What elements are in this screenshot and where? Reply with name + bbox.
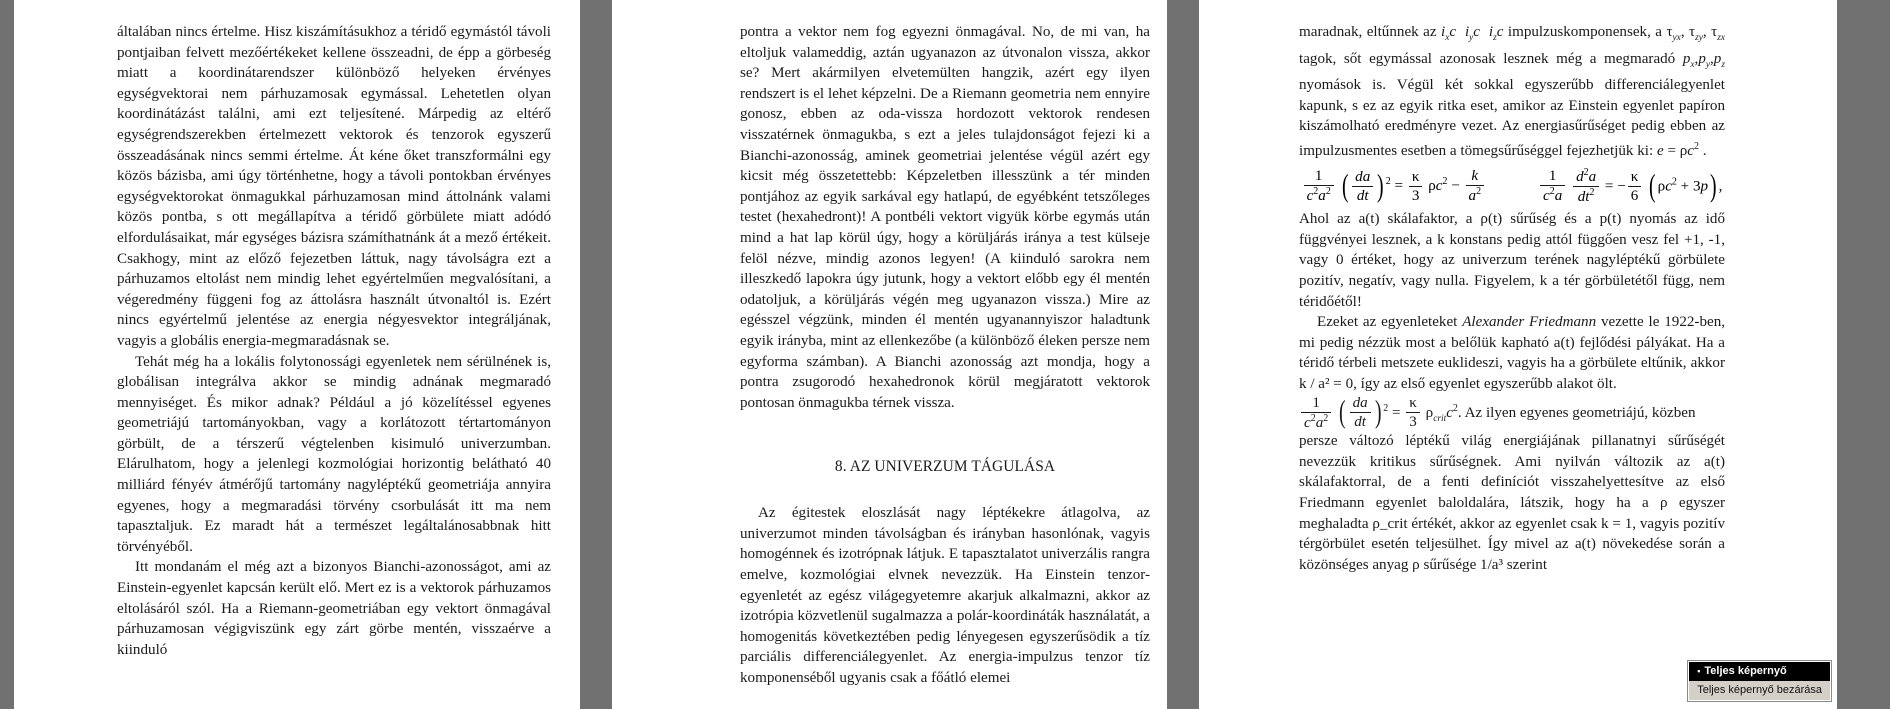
friedmann-equation-second: $\frac{1}{c^2a}$ $\frac{d^2a}{dt^2}$ = − $\frac{\kappa}{6}$ ( $\rho c^2 + 3p$) , [1538,168,1722,206]
inline-math-energy-density: $e = \rho c^2$ . [1656,141,1707,160]
paragraph-critical-density-equation [1299,395,1725,432]
document-page-left[interactable] [14,0,580,709]
menu-item-exit-fullscreen-label: Teljes képernyő bezárása [1697,684,1822,696]
gutter-2 [1167,0,1199,709]
menu-item-exit-fullscreen[interactable] [1689,681,1830,700]
text-segment: impulzuskomponensek, a [1503,24,1667,40]
paragraph: Itt mondanám el még azt a bizonyos Bianchi-azonosságot, ami az Einstein-egyenlet kapcsán került elő. Mert ez is a vektorok párhuzamos eltolásáról szól. Ha a Riemann-geometriában egy vektort önmagával párhuzamosan végigviszünk egy zárt görbe mentén, visszaérve a kiinduló [117,559,551,658]
paragraph-friedmann [1299,312,1725,394]
trailing-text: . Az ilyen egyenes geometriájú, közben [1457,404,1696,421]
paragraph-text: Ezeket az egyenleteket Alexander Friedmann vezette le 1922-ben, mi pedig nézzük most a belőlük kapható a(t) fejlődési pályákat. Ha a téridő térbeli metszete euklideszi, vagyis ha a görbülete eltűnik, akkor k / a² = 0, így az első egyenlet egyszerűbb alakot ölt. [1299,314,1726,393]
menu-item-fullscreen-label: Teljes képernyő [1704,665,1787,677]
paragraph [1299,431,1725,575]
paragraph: Az égitestek eloszlását nagy léptékekre átlagolva, az univerzumot minden távolságban és irányban hasonlónak, vagyis homogénnek és izotrópnak látjuk. E tapasztalatot univerzális rangra emelve, kozmológiai elvnek nevezzük. Ha Einstein tenzor-egyenletét az egész világegyetemre akarjuk alkalmazni, akkor az izotrópia közvetlenül sugalmazza a polár-koordináták használatát, a homogenitás következtében pedig lényegesen egyszerűsödik a tíz parciális differenciálegyenlet. Az energia-impulzus tenzor tíz komponenséből ugyanis csak a főátló elemei [740,505,1150,687]
inline-math-impulse-components: $i_xc$ $i_yc$ $i_zc$ [1440,24,1504,44]
inline-math-tau-terms: $\tau_{yx}$, $\tau_{zy}$, $\tau_{zx}$ [1666,24,1725,44]
friedmann-flat-equation: $\frac{1}{c^2a^2}$ ( $\frac{da}{dt}$ ) $^2$ = $\frac{\kappa}{3}$ $\rho_{crit}c^2$ [1299,395,1458,432]
page-right-text-column [1299,22,1725,575]
gutter-1 [580,0,612,709]
page-middle-text-column [740,22,1150,689]
page-left-text-column [117,22,551,660]
paragraph: általában nincs értelme. Hisz kiszámításukhoz a téridő egymástól távoli pontjaiban felvett mezőértékeket kellene összeadni, de épp a görbeség miatt a koordinátarendszer különböző helyeken érvényes egységvektorai nem párhuzamosak egymással. Lehetetlen olyan koordinátázást találni, ami ezt teljesítené. Márpedig az eltérő egységrendszerekben értelmezett vektorok és tenzorok egyszerű összeadásának nincs semmi értelme. Át kéne őket transzformálni egy közös bázisba, ami úgy történhetne, hogy a távoli pontokban érvényes egységvektorokat önmagukkal párhuzamosan mind áttolnánk valami közös pontba, s ott megállapítva a téridő görbülete miatt adódó elfordulásaikat, már egységes bázisra számíthatnánk át a mező értékeit. Csakhogy, mint az előző fejezetben láttuk, nagy távolságra ezt a párhuzamos eltolást nem mindig lehet egyértelműen megvalósítani, a végeredmény függeni fog az áttolásra használt útvonaltól is. Ezért nincs egyértelmű jelentése az energia négyesvektor integráljának, vagyis a globális energia-megmaradásnak se. [117,24,551,349]
post-heading-spacer [740,477,1150,503]
text-segment: nyomások is. Végül két sokkal egyszerűbb differenciálegyenlet kapunk, s ez az egyik ritka eset, amikor az Einstein egyenlet papíron kiszámolható eredményre vezet. Az energiasűrűséget pedig ebben az impulzusmentes esetben a tömegsűrűséggel fejezhetjük ki: [1299,77,1725,160]
section-heading: 8. AZ UNIVERZUM TÁGULÁSA [834,458,1056,476]
author-name: Alexander Friedmann [1462,314,1597,331]
paragraph [1299,209,1725,312]
document-page-right[interactable] [1199,0,1837,709]
friedmann-equation-first: $\frac{1}{c^2a^2}$ ( $\frac{da}{dt}$ ) $^2$ = $\frac{\kappa}{3}$ $\rho c^2$ − $\frac{k}{a^2}$ [1302,168,1486,205]
paragraph: Tehát még ha a lokális folytonossági egyenletek nem sérülnének is, globálisan integrálva akkor se mindig adnának megmaradó mennyiséget. És mikor adnak? Például a jó közelítéssel egyenes geometriájú tartományokban, vagy a korlátozott tértartományon görbült, de a térszerű végtelenben kisimuló univerzumban. Elárulhatom, hogy a jelenlegi kozmológiai horizontig belátható 40 milliárd fényév átmérőjű tartomány nagyléptékű geometriája annyira egyenes, hogy a megmaradási törvény csorbulását itt ma nem tapasztaljuk. Ez maradt hát a természet legáltalánosabbnak hitt törvényéből. [117,353,551,555]
text-segment: tagok, sőt egymással azonosak lesznek még a megmaradó [1299,50,1683,67]
menu-item-fullscreen[interactable] [1689,662,1830,681]
gutter-right [1837,0,1890,709]
paragraph-with-inline-math [1299,22,1725,162]
gutter-left [0,0,14,709]
inline-math-pressures: $p_x,p_y,p_z$ [1682,50,1725,70]
heading-spacer [740,413,1150,457]
paragraph-text: persze változó léptékű világ energiájának pillanatnyi sűrűségét nevezzük kritikus sűrűségnek. Ami nyilván változik az a(t) skálafaktorral, de a fenti definíciót visszahelyettesítve az első Friedmann egyenlet baloldalára, látszik, hogy ha a ρ egyszer meghaladta ρ_crit értékét, akkor az egyenlet csak k = 1, vagyis pozitív térgörbület esetén teljesülhet. Így mivel az a(t) növekedése során a közönséges anyag ρ sűrűsége 1/a³ szerint [1299,433,1725,573]
fullscreen-menu-overlay[interactable] [1687,660,1832,702]
friedmann-equations-row [1299,162,1725,210]
bullet-icon: • [1697,666,1701,676]
paragraph: pontra a vektor nem fog egyezni önmagával. No, de mi van, ha eltoljuk valameddig, aztán ugyanazon az útvonalon vissza, akkor se? Mert akármilyen elvetemülten hangzik, azért egy ilyen rendszert is el lehet képzelni. De a Riemann geometria nem ennyire gonosz, ebben az oda-vissza hordozott vektorok rendesen visszatérnek önmagukba, s ezt a jeles tulajdonságot fejezi ki a Bianchi-azonosság, aminek geometriai jelentése végül azért egy kicsit még összetettebb: Képzeletben illesszünk a tér minden pontjához az egyik sarkával egy hatlapú, de egyébként tetszőleges testet (hexahedront)! A pontbéli vektort vigyük körbe egymás után mind a hat lap körül úgy, hogy a körüljárás iránya a test külseje felöl nézve, mindig azonos legyen! (A kiinduló sarokra nem illeszkedő lapokra úgy jutunk, hogy a vektort előbb egy él mentén odatoljuk, a körüljárás végén meg ugyanazon vissza.) Mire az egésszel végzünk, minden él mentén ugyanannyiszor haladtunk egyik irányba, mint az ellenkezőbe (a különböző éleken persze nem egyforma számban). A Bianchi azonosság azt mondja, hogy a pontra zsugorodó hexahedronok körül megjáratott vektorok pontosan önmagukba térnek vissza. [740,24,1150,411]
document-page-middle[interactable] [612,0,1167,709]
paragraph-text: Ahol az a(t) skálafaktor, a ρ(t) sűrűség és a p(t) nyomás az idő függvényei lesznek, a k konstans pedig attól függően vesz fel +1, -1, vagy 0 értéket, hogy az univerzum terének nagyléptékű görbülete pozitív, negatív, vagy nulla. Figyelem, k a tér görbületétől függ, nem téridőétől! [1299,211,1725,310]
text-segment: maradnak, eltűnnek az [1299,24,1441,40]
